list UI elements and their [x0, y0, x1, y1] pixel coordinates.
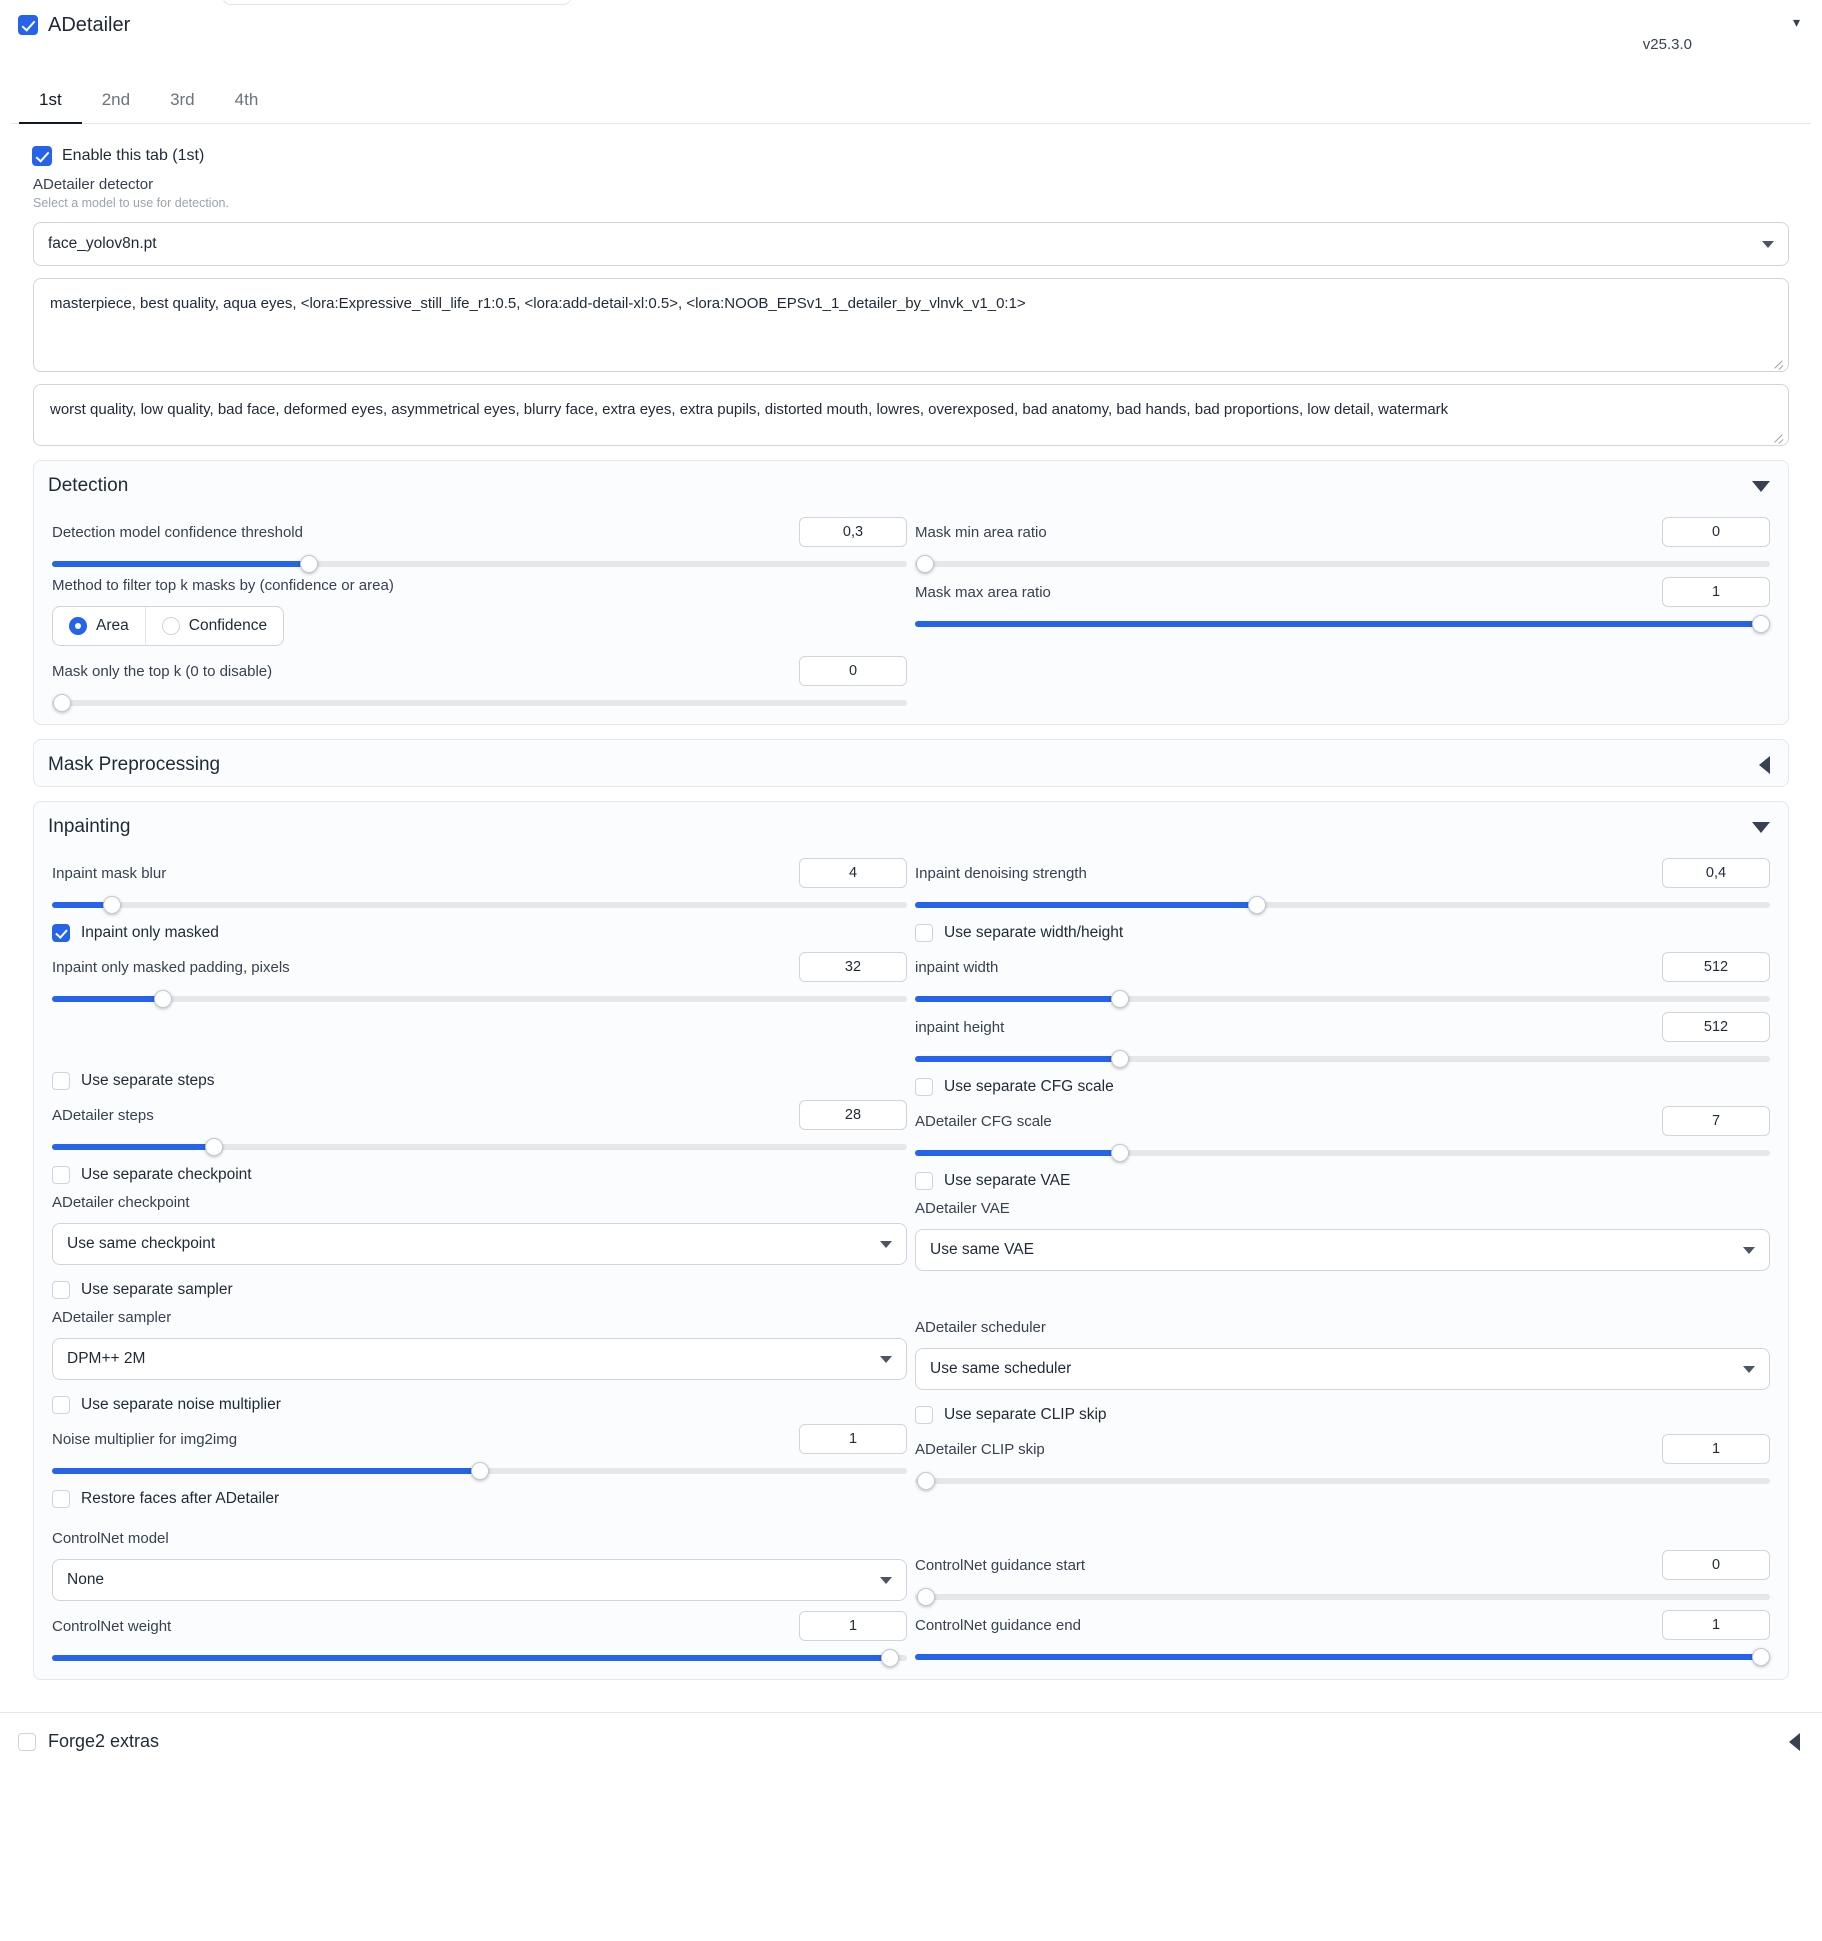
mask-blur-label: Inpaint mask blur — [52, 864, 167, 882]
controlnet-weight-label: ControlNet weight — [52, 1617, 172, 1635]
forge2-extras-title: Forge2 extras — [48, 1731, 160, 1751]
detector-dropdown[interactable] — [33, 222, 1789, 266]
use-separate-vae-checkbox[interactable] — [915, 1172, 933, 1190]
inpainting-body — [34, 848, 1788, 1679]
denoising-label: Inpaint denoising strength — [915, 864, 1087, 882]
inpainting-right-column — [911, 848, 1774, 1661]
controlnet-guidance-start-label: ControlNet guidance start — [915, 1556, 1086, 1574]
restore-faces-label: Restore faces after ADetailer — [81, 1490, 280, 1507]
scheduler-label: ADetailer scheduler — [915, 1319, 1046, 1336]
filter-method-radio-group[interactable] — [52, 606, 284, 646]
padding-value[interactable]: 32 — [799, 952, 907, 982]
mask-min-area-slider[interactable] — [915, 561, 1770, 567]
use-separate-clip-row[interactable] — [915, 1406, 1770, 1424]
controlnet-guidance-end-control — [915, 1610, 1770, 1660]
filter-method-label: Method to filter top k masks by (confidence or area) — [52, 577, 394, 594]
chevron-down-icon[interactable] — [880, 1577, 892, 1584]
inpaint-height-control — [915, 1012, 1770, 1062]
cfg-control — [915, 1106, 1770, 1156]
mask-max-area-value[interactable]: 1 — [1662, 577, 1770, 607]
use-separate-checkpoint-label: Use separate checkpoint — [81, 1166, 252, 1183]
use-separate-wh-label: Use separate width/height — [944, 924, 1124, 941]
controlnet-weight-value[interactable]: 1 — [799, 1611, 907, 1641]
detection-right-column — [911, 507, 1774, 706]
inpainting-section — [33, 801, 1789, 1680]
inpaint-width-value[interactable]: 512 — [1662, 952, 1770, 982]
top-k-control — [52, 656, 907, 706]
inpaint-height-value[interactable]: 512 — [1662, 1012, 1770, 1042]
enable-this-tab-label: Enable this tab (1st) — [62, 147, 205, 164]
use-separate-vae-label: Use separate VAE — [944, 1172, 1071, 1189]
cfg-value[interactable]: 7 — [1662, 1106, 1770, 1136]
tab-3rd[interactable]: 3rd — [170, 90, 195, 109]
use-separate-cfg-label: Use separate CFG scale — [944, 1078, 1114, 1095]
padding-label: Inpaint only masked padding, pixels — [52, 958, 290, 976]
version-label: v25.3.0 — [1642, 36, 1692, 53]
mask-max-area-control — [915, 577, 1770, 627]
chevron-down-icon[interactable]: ▾ — [1792, 14, 1800, 30]
mask-blur-value[interactable]: 4 — [799, 858, 907, 888]
use-separate-checkpoint-checkbox[interactable] — [52, 1166, 70, 1184]
checkpoint-label: ADetailer checkpoint — [52, 1194, 190, 1211]
vae-dropdown[interactable] — [915, 1229, 1770, 1271]
detector-value: face_yolov8n.pt — [48, 235, 157, 252]
use-separate-sampler-label: Use separate sampler — [81, 1281, 233, 1298]
sampler-label: ADetailer sampler — [52, 1309, 172, 1326]
use-separate-noise-label: Use separate noise multiplier — [81, 1396, 281, 1413]
use-separate-steps-label: Use separate steps — [81, 1072, 215, 1089]
sampler-dropdown[interactable] — [52, 1338, 907, 1380]
denoising-value[interactable]: 0,4 — [1662, 858, 1770, 888]
controlnet-model-label: ControlNet model — [52, 1530, 169, 1547]
scheduler-dropdown[interactable] — [915, 1348, 1770, 1390]
tab-panel-1st — [0, 124, 1822, 1690]
controlnet-guidance-start-control — [915, 1550, 1770, 1600]
use-separate-wh-checkbox[interactable] — [915, 924, 933, 942]
cfg-slider[interactable] — [915, 1150, 1770, 1156]
controlnet-guidance-end-slider[interactable] — [915, 1654, 1770, 1660]
top-k-slider[interactable] — [52, 700, 907, 706]
chevron-down-icon[interactable] — [1743, 1247, 1755, 1254]
resize-grip-icon[interactable] — [1773, 431, 1785, 443]
confidence-value[interactable]: 0,3 — [799, 517, 907, 547]
use-separate-noise-row[interactable] — [52, 1396, 907, 1414]
triangle-down-icon[interactable] — [1752, 481, 1770, 492]
confidence-slider[interactable] — [52, 561, 907, 567]
mask-max-area-slider[interactable] — [915, 621, 1770, 627]
detector-help: Select a model to use for detection. — [33, 196, 229, 210]
triangle-down-icon[interactable] — [1752, 822, 1770, 833]
tab-4th[interactable]: 4th — [234, 90, 259, 109]
use-separate-clip-checkbox[interactable] — [915, 1406, 933, 1424]
mask-preprocessing-title: Mask Preprocessing — [48, 754, 221, 775]
adetailer-enable-checkbox[interactable] — [18, 15, 38, 35]
enable-this-tab-row[interactable] — [32, 146, 1800, 166]
tab-2nd[interactable]: 2nd — [101, 90, 131, 109]
adetailer-tabs — [11, 80, 1811, 124]
mask-preprocessing-header[interactable] — [34, 740, 1788, 786]
radio-area-label: Area — [96, 617, 129, 634]
steps-value[interactable]: 28 — [799, 1100, 907, 1130]
use-separate-cfg-checkbox[interactable] — [915, 1078, 933, 1096]
mask-min-area-label: Mask min area ratio — [915, 523, 1047, 541]
adetailer-title: ADetailer — [48, 13, 131, 36]
inpainting-left-column — [48, 848, 911, 1661]
noise-multiplier-control — [52, 1424, 907, 1474]
detector-label: ADetailer detector — [33, 176, 154, 193]
chevron-down-icon[interactable] — [1762, 241, 1774, 248]
prompt-value: masterpiece, best quality, aqua eyes, <lora:Expressive_still_life_r1:0.5, <lora:add-detail-xl:0.5>, <lora:NOOB_EPSv1_1_detailer_by_vlnvk_v1_0:1> — [50, 295, 1026, 312]
detection-section-header[interactable] — [34, 461, 1788, 507]
controlnet-guidance-start-slider[interactable] — [915, 1594, 1770, 1600]
inpaint-width-control — [915, 952, 1770, 1002]
restore-faces-checkbox[interactable] — [52, 1490, 70, 1508]
mask-blur-control — [52, 858, 907, 908]
controlnet-model-dropdown[interactable] — [52, 1559, 907, 1601]
scheduler-value: Use same scheduler — [930, 1360, 1072, 1377]
sampler-value: DPM++ 2M — [67, 1350, 146, 1367]
top-tab-stub — [222, 0, 572, 5]
inpainting-title: Inpainting — [48, 816, 131, 837]
forge2-extras-accordion[interactable] — [0, 1712, 1822, 1772]
steps-label: ADetailer steps — [52, 1106, 154, 1124]
restore-faces-row[interactable] — [52, 1490, 907, 1508]
steps-slider[interactable] — [52, 1144, 907, 1150]
controlnet-guidance-end-value[interactable]: 1 — [1662, 1610, 1770, 1640]
triangle-left-icon[interactable] — [1759, 756, 1770, 774]
padding-control — [52, 952, 907, 1002]
detection-left-column — [48, 507, 911, 706]
forge2-extras-checkbox[interactable] — [18, 1733, 36, 1751]
confidence-label: Detection model confidence threshold — [52, 523, 303, 541]
checkpoint-dropdown[interactable] — [52, 1223, 907, 1265]
enable-this-tab-checkbox[interactable] — [32, 146, 52, 166]
controlnet-weight-slider[interactable] — [52, 1655, 907, 1661]
use-separate-steps-checkbox[interactable] — [52, 1072, 70, 1090]
chevron-down-icon[interactable] — [880, 1356, 892, 1363]
negative-prompt-textarea[interactable] — [33, 384, 1789, 446]
noise-multiplier-label: Noise multiplier for img2img — [52, 1430, 238, 1448]
use-separate-clip-label: Use separate CLIP skip — [944, 1406, 1107, 1423]
mask-min-area-value[interactable]: 0 — [1662, 517, 1770, 547]
inpainting-header[interactable] — [34, 802, 1788, 848]
chevron-down-icon[interactable] — [880, 1241, 892, 1248]
clip-skip-control — [915, 1434, 1770, 1484]
negative-prompt-value: worst quality, low quality, bad face, deformed eyes, asymmetrical eyes, blurry face, extra eyes, extra pupils, distorted mouth, lowres, overexposed, bad anatomy, bad hands, bad proportions, low detail, watermark — [50, 401, 1449, 418]
mask-min-area-control — [915, 517, 1770, 567]
controlnet-weight-control — [52, 1611, 907, 1661]
mask-blur-slider[interactable] — [52, 902, 907, 908]
detection-section — [33, 460, 1789, 725]
vae-label: ADetailer VAE — [915, 1200, 1010, 1217]
mask-preprocessing-section[interactable] — [33, 739, 1789, 787]
inpaint-height-label: inpaint height — [915, 1018, 1005, 1036]
window-top-edge — [0, 0, 1822, 12]
controlnet-model-value: None — [67, 1571, 105, 1588]
clip-skip-label: ADetailer CLIP skip — [915, 1440, 1045, 1458]
top-k-value[interactable]: 0 — [799, 656, 907, 686]
inpaint-only-masked-label: Inpaint only masked — [81, 924, 219, 941]
radio-confidence-label: Confidence — [188, 617, 268, 634]
noise-multiplier-value[interactable]: 1 — [799, 1424, 907, 1454]
noise-multiplier-slider[interactable] — [52, 1468, 907, 1474]
mask-max-area-label: Mask max area ratio — [915, 583, 1051, 601]
triangle-left-icon[interactable] — [1789, 1733, 1800, 1751]
inpaint-only-masked-checkbox[interactable] — [52, 924, 70, 942]
denoising-control — [915, 858, 1770, 908]
confidence-control — [52, 517, 907, 567]
cfg-label: ADetailer CFG scale — [915, 1112, 1052, 1130]
use-separate-cfg-row[interactable] — [915, 1078, 1770, 1096]
controlnet-guidance-end-label: ControlNet guidance end — [915, 1616, 1081, 1634]
clip-skip-value[interactable]: 1 — [1662, 1434, 1770, 1464]
use-separate-sampler-row[interactable] — [52, 1281, 907, 1299]
clip-skip-slider[interactable] — [915, 1478, 1770, 1484]
inpaint-height-slider[interactable] — [915, 1056, 1770, 1062]
tab-1st[interactable]: 1st — [19, 80, 82, 124]
padding-slider[interactable] — [52, 996, 907, 1002]
use-separate-sampler-checkbox[interactable] — [52, 1281, 70, 1299]
controlnet-guidance-start-value[interactable]: 0 — [1662, 1550, 1770, 1580]
use-separate-noise-checkbox[interactable] — [52, 1396, 70, 1414]
inpaint-width-slider[interactable] — [915, 996, 1770, 1002]
denoising-slider[interactable] — [915, 902, 1770, 908]
detection-body — [34, 507, 1788, 724]
detection-title: Detection — [48, 475, 129, 496]
use-separate-checkpoint-row[interactable] — [52, 1166, 907, 1184]
radio-area-indicator[interactable] — [69, 617, 87, 635]
top-k-label: Mask only the top k (0 to disable) — [52, 662, 273, 680]
radio-confidence[interactable] — [145, 607, 283, 645]
steps-control — [52, 1100, 907, 1150]
radio-area[interactable] — [53, 607, 145, 645]
resize-grip-icon[interactable] — [1773, 357, 1785, 369]
use-separate-steps-row[interactable] — [52, 1072, 907, 1090]
use-separate-vae-row[interactable] — [915, 1172, 1770, 1190]
vae-value: Use same VAE — [930, 1241, 1034, 1258]
prompt-textarea[interactable] — [33, 278, 1789, 372]
checkpoint-value: Use same checkpoint — [67, 1235, 216, 1252]
filter-method-control — [52, 577, 907, 646]
use-separate-wh-row[interactable] — [915, 924, 1770, 942]
inpaint-only-masked-row[interactable] — [52, 924, 907, 942]
adetailer-accordion-header[interactable] — [0, 12, 1822, 38]
chevron-down-icon[interactable] — [1743, 1366, 1755, 1373]
inpaint-width-label: inpaint width — [915, 958, 999, 976]
radio-confidence-indicator[interactable] — [162, 617, 180, 635]
